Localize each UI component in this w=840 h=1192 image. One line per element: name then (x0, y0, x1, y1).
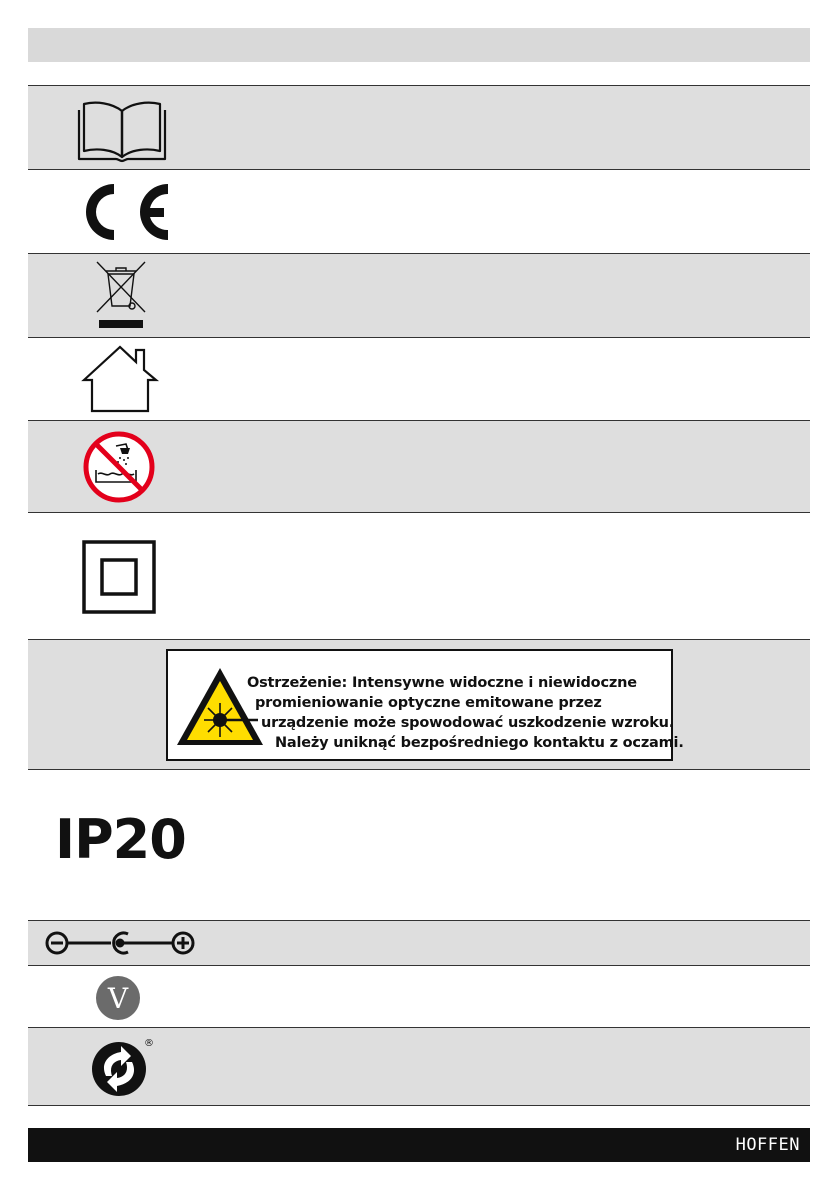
no-shower-icon (82, 430, 156, 504)
row-no-bathroom (28, 420, 810, 512)
warning-line-3: urządzenie może spowodować uszkodzenie wzroku. (261, 715, 675, 731)
footer-bar (28, 1128, 810, 1162)
open-book-icon (76, 97, 168, 163)
warning-label (166, 649, 684, 761)
ce-mark-icon (70, 178, 170, 246)
row-laser-warning (28, 639, 810, 769)
warning-text (247, 673, 684, 753)
row-v-mark (28, 965, 810, 1027)
row-ce (28, 169, 810, 253)
crossed-bin-icon (94, 260, 148, 332)
green-dot-icon (88, 1036, 158, 1098)
row-green-dot (28, 1027, 810, 1106)
symbols-table (28, 85, 810, 1106)
row-polarity (28, 920, 810, 965)
row-weee (28, 253, 810, 337)
registered-mark: ® (144, 1038, 154, 1049)
row-class2 (28, 512, 810, 639)
ip-rating-label: IP20 (55, 808, 186, 871)
header-bar (28, 28, 810, 62)
row-ip-rating (28, 769, 810, 920)
house-icon (78, 344, 162, 414)
dc-polarity-icon (44, 930, 196, 956)
row-indoor (28, 337, 810, 420)
double-square-icon (82, 540, 156, 614)
warning-line-4: Należy uniknąć bezpośredniego kontaktu z oczami. (275, 735, 684, 751)
warning-line-1: Ostrzeżenie: Intensywne widoczne i niewidoczne (247, 675, 637, 691)
v-mark-letter: V (107, 982, 129, 1015)
brand-name: HOFFEN (735, 1135, 800, 1155)
row-manual (28, 85, 810, 169)
v-mark-icon (95, 975, 141, 1021)
warning-line-2: promieniowanie optyczne emitowane przez (255, 695, 602, 711)
